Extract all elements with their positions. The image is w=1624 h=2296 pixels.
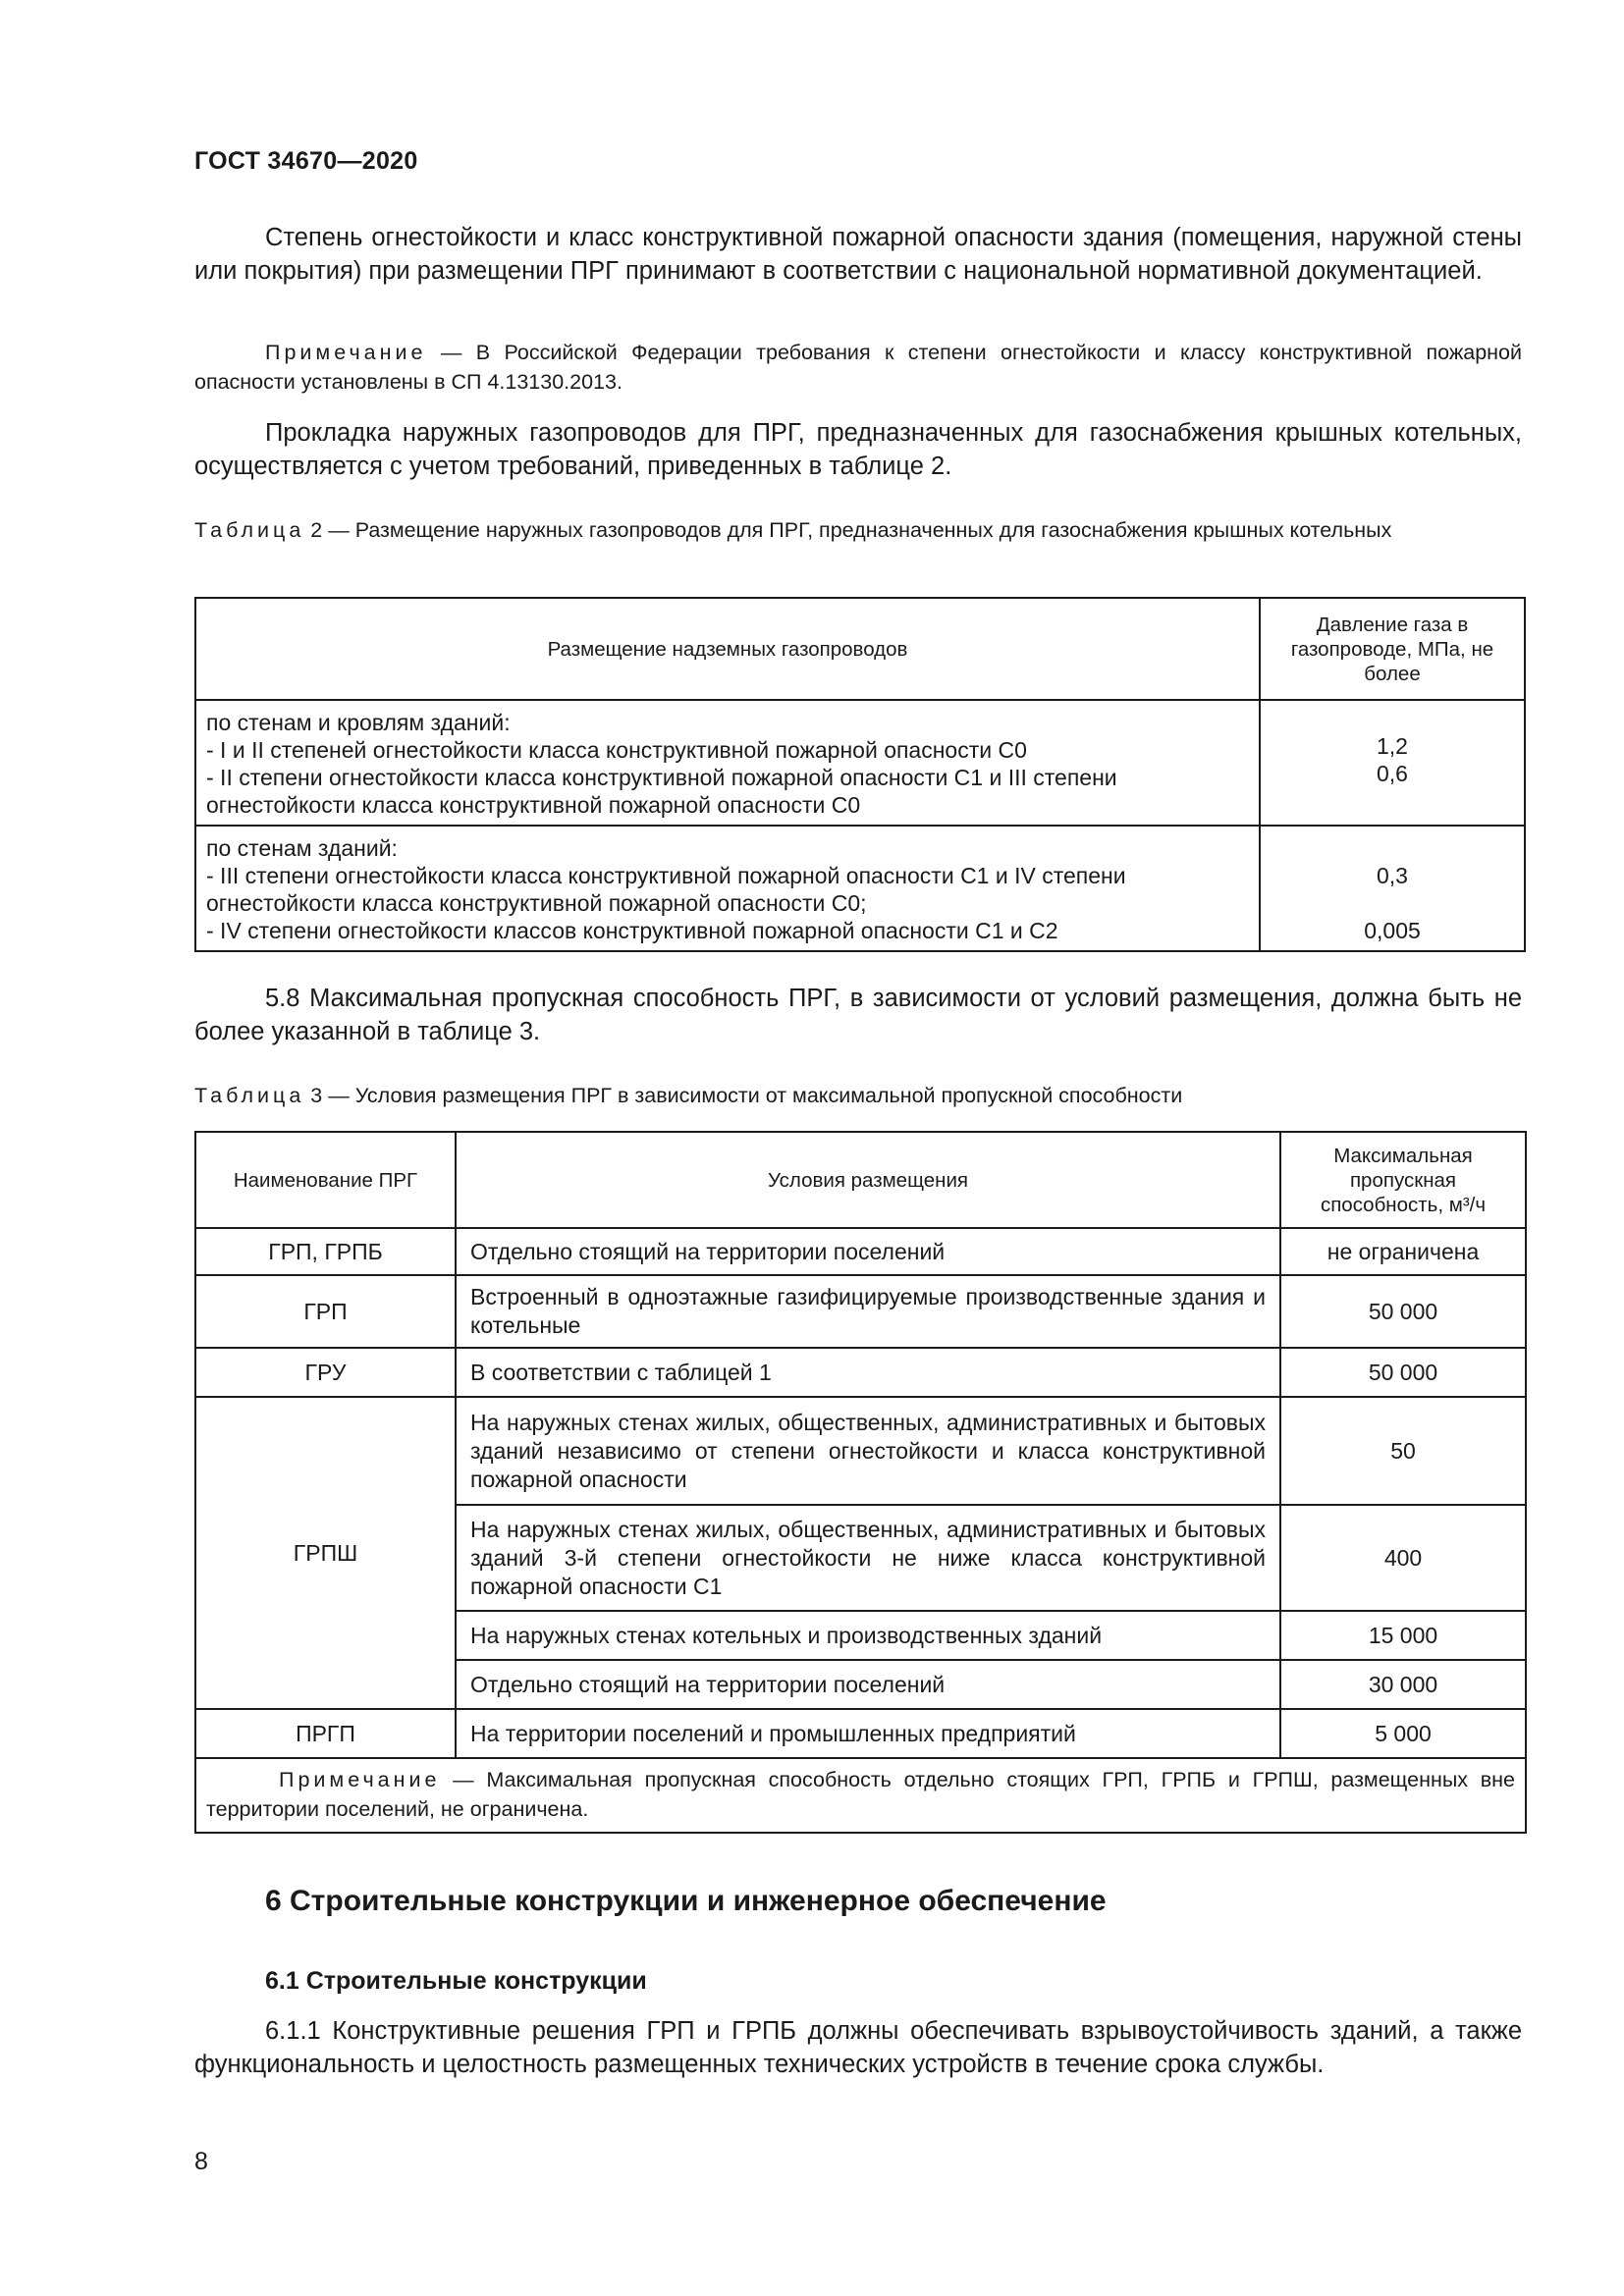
table3-cell-name: ГРП <box>195 1275 456 1348</box>
table3-cell-name: ГРП, ГРПБ <box>195 1228 456 1275</box>
table3-cell-name: ГРПШ <box>195 1397 456 1709</box>
paragraph-fire-resistance: Степень огнестойкости и класс конструктивной пожарной опасности здания (помещения, наружной стены или покрытия) при размещении ПРГ принимают в соответствии с национальной нормативной документацией. <box>194 224 1522 285</box>
table2-row2-pressure: 0,3 0,005 <box>1260 826 1525 951</box>
table3-cell-capacity: не ограничена <box>1280 1228 1526 1275</box>
table3-caption: Таблица 3 — Условия размещения ПРГ в зависимости от максимальной пропускной способности <box>194 1084 1183 1107</box>
note-fire-resistance: Примечание — В Российской Федерации требования к степени огнестойкости и классу конструктивной пожарной опасности установлены в СП 4.13130.2013. <box>194 341 1522 394</box>
table3-cell-conditions: На наружных стенах жилых, общественных, административных и бытовых зданий независимо от степени огнестойкости и класса конструктивной пожарной опасности <box>456 1397 1280 1505</box>
table3-cell-conditions: В соответствии с таблицей 1 <box>456 1348 1280 1397</box>
table3-header-row <box>195 1132 1526 1228</box>
table3-cell-name: ГРУ <box>195 1348 456 1397</box>
table3-header-name: Наименование ПРГ <box>195 1132 456 1228</box>
table3-note: Примечание — Максимальная пропускная способность отдельно стоящих ГРП, ГРПБ и ГРПШ, размещенных вне территории поселений, не ограничена. <box>195 1758 1526 1833</box>
paragraph-5-8: 5.8 Максимальная пропускная способность ПРГ, в зависимости от условий размещения, должна быть не более указанной в таблице 3. <box>194 985 1522 1045</box>
table2-header-row <box>195 598 1525 700</box>
document-code: ГОСТ 34670—2020 <box>194 147 418 175</box>
paragraph-6-1-1: 6.1.1 Конструктивные решения ГРП и ГРПБ должны обеспечивать взрывоустойчивость зданий, а также функциональность и целостность размещенных технических устройств в течение срока службы. <box>194 2017 1522 2078</box>
table3-cell-capacity: 15 000 <box>1280 1611 1526 1660</box>
table-2 <box>194 597 1526 952</box>
table3-cell-conditions: Встроенный в одноэтажные газифицируемые производственные здания и котельные <box>456 1275 1280 1348</box>
table3-cell-conditions: Отдельно стоящий на территории поселений <box>456 1660 1280 1709</box>
table3-cell-capacity: 50 000 <box>1280 1275 1526 1348</box>
table3-cell-capacity: 50 000 <box>1280 1348 1526 1397</box>
table3-cell-conditions: Отдельно стоящий на территории поселений <box>456 1228 1280 1275</box>
table-row <box>195 700 1525 826</box>
table3-header-capacity: Максимальная пропускная способность, м³/ч <box>1280 1132 1526 1228</box>
table2-caption: Таблица 2 — Размещение наружных газопроводов для ПРГ, предназначенных для газоснабжения крышных котельных <box>194 518 1392 542</box>
table2-row1-placement: по стенам и кровлям зданий: - I и II степеней огнестойкости класса конструктивной пожарной опасности С0 - II степени огнестойкости класса конструктивной пожарной опасности С1 и III степени огнестойкости класса конструктивной пожарной опасности С0 <box>195 700 1260 826</box>
section-6-1-heading: 6.1 Строительные конструкции <box>265 1967 647 1995</box>
table3-cell-capacity: 30 000 <box>1280 1660 1526 1709</box>
table-row <box>195 826 1525 951</box>
page-number: 8 <box>194 2148 208 2175</box>
table-row <box>195 1275 1526 1348</box>
table3-cell-capacity: 400 <box>1280 1505 1526 1611</box>
table2-header-pressure: Давление газа в газопроводе, МПа, не более <box>1260 598 1525 700</box>
table3-cell-capacity: 5 000 <box>1280 1709 1526 1758</box>
table2-header-placement: Размещение надземных газопроводов <box>195 598 1260 700</box>
table3-header-conditions: Условия размещения <box>456 1132 1280 1228</box>
table3-note-row <box>195 1758 1526 1833</box>
table2-row2-placement: по стенам зданий: - III степени огнестойкости класса конструктивной пожарной опасности С1 и IV степени огнестойкости класса конструктивной пожарной опасности С0; - IV степени огнестойкости классов конструктивной пожарной опасности С1 и С2 <box>195 826 1260 951</box>
table3-cell-capacity: 50 <box>1280 1397 1526 1505</box>
table3-cell-conditions: На наружных стенах котельных и производственных зданий <box>456 1611 1280 1660</box>
section-6-heading: 6 Строительные конструкции и инженерное обеспечение <box>265 1885 1107 1917</box>
table-row <box>195 1228 1526 1275</box>
table-row <box>195 1709 1526 1758</box>
table3-cell-conditions: На территории поселений и промышленных предприятий <box>456 1709 1280 1758</box>
note-label: Примечание <box>279 1768 441 1791</box>
table3-cell-conditions: На наружных стенах жилых, общественных, административных и бытовых зданий 3-й степени огнестойкости не ниже класса конструктивной пожарной опасности С1 <box>456 1505 1280 1611</box>
table2-row1-pressure: 1,2 0,6 <box>1260 700 1525 826</box>
note-label: Примечание <box>265 341 427 364</box>
table-row <box>195 1397 1526 1505</box>
table3-cell-name: ПРГП <box>195 1709 456 1758</box>
table-3 <box>194 1131 1527 1834</box>
table-row <box>195 1348 1526 1397</box>
paragraph-gas-pipelines: Прокладка наружных газопроводов для ПРГ, предназначенных для газоснабжения крышных котельных, осуществляется с учетом требований, приведенных в таблице 2. <box>194 419 1522 480</box>
